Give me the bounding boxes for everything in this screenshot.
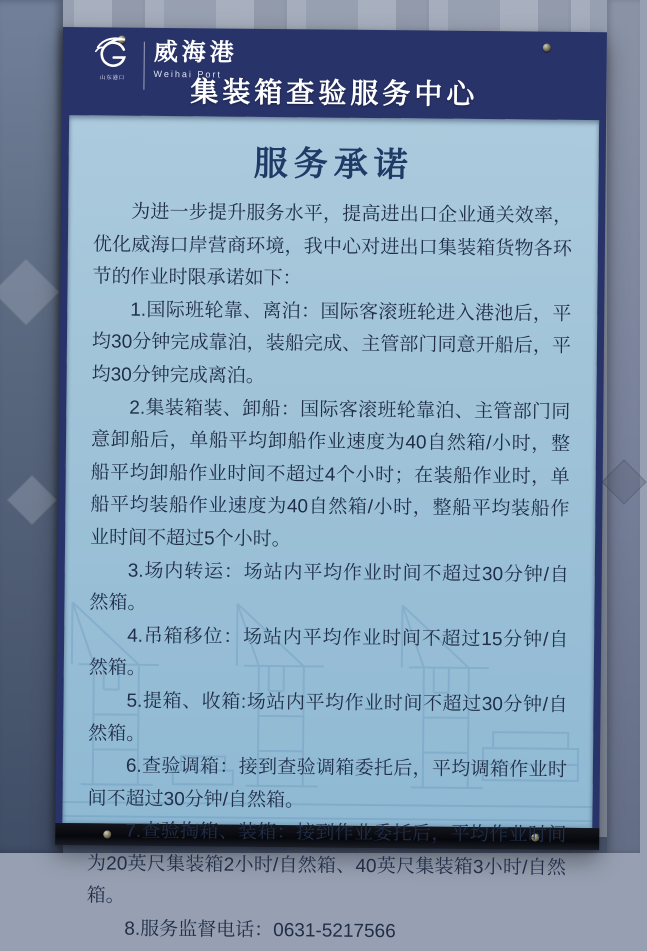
commitment-text (86, 196, 572, 950)
commitment-item: 2.集装箱装、卸船：国际客滚班轮靠泊、主管部门同意卸船后，单船平均卸船作业速度为40自然箱/小时，整船平均卸船作业时间不超过4个小时；在装船作业时，单船平均装船作业速度为40自然箱/小时，整船平均装船作业时间不超过5个小时。 (89, 397, 571, 551)
service-sign-board (55, 27, 607, 943)
wall-tape-mark (7, 475, 58, 526)
service-phone-line: 8.服务监督电话：0631-5217566 (124, 918, 396, 943)
wall-tape-mark (0, 258, 60, 326)
commitment-item: 3.场内转运：场站内平均作业时间不超过30分钟/自然箱。 (89, 560, 569, 614)
commitment-item: 6.查验调箱：接到查验调箱委托后，平均调箱作业时间不超过30分钟/自然箱。 (87, 755, 567, 812)
panel-title: 服务承诺 (253, 144, 414, 185)
wall-tape-mark (601, 459, 646, 504)
commitment-item: 4.吊箱移位：场站内平均作业时间不超过15分钟/自然箱。 (88, 625, 569, 680)
wall-left-panel (0, 0, 63, 853)
logo-subtext: 山东港口 (99, 75, 126, 82)
commitment-item: 7.查验掏箱、装箱：接到作业委托后，平均作业时间为20英尺集装箱2小时/自然箱、40英尺集装箱3小时/自然箱。 (86, 820, 567, 908)
wall-right-panel (607, 0, 640, 853)
commitment-item: 1.国际班轮靠、离泊：国际客滚班轮进入港池后，平均30分钟完成靠泊，装船完成、主管部门同意开船后，平均30分钟完成离泊。 (91, 299, 572, 387)
screw-icon (543, 44, 551, 52)
commitment-panel (62, 115, 599, 943)
center-title: 集装箱查验服务中心 (190, 76, 479, 110)
commitment-item: 5.提箱、收箱:场站内平均作业时间不超过30分钟/自然箱。 (88, 690, 568, 745)
logo-name-en: Weihai Port (153, 69, 222, 80)
logo-name-cn: 威海港 (153, 38, 238, 67)
board-header (62, 27, 607, 120)
commitment-intro: 为进一步提升服务水平，提高进出口企业通关效率，优化威海口岸营商环境，我中心对进出口集装箱货物各环节的作业时限承诺如下： (92, 201, 573, 290)
weihai-port-logo-icon (93, 35, 133, 71)
